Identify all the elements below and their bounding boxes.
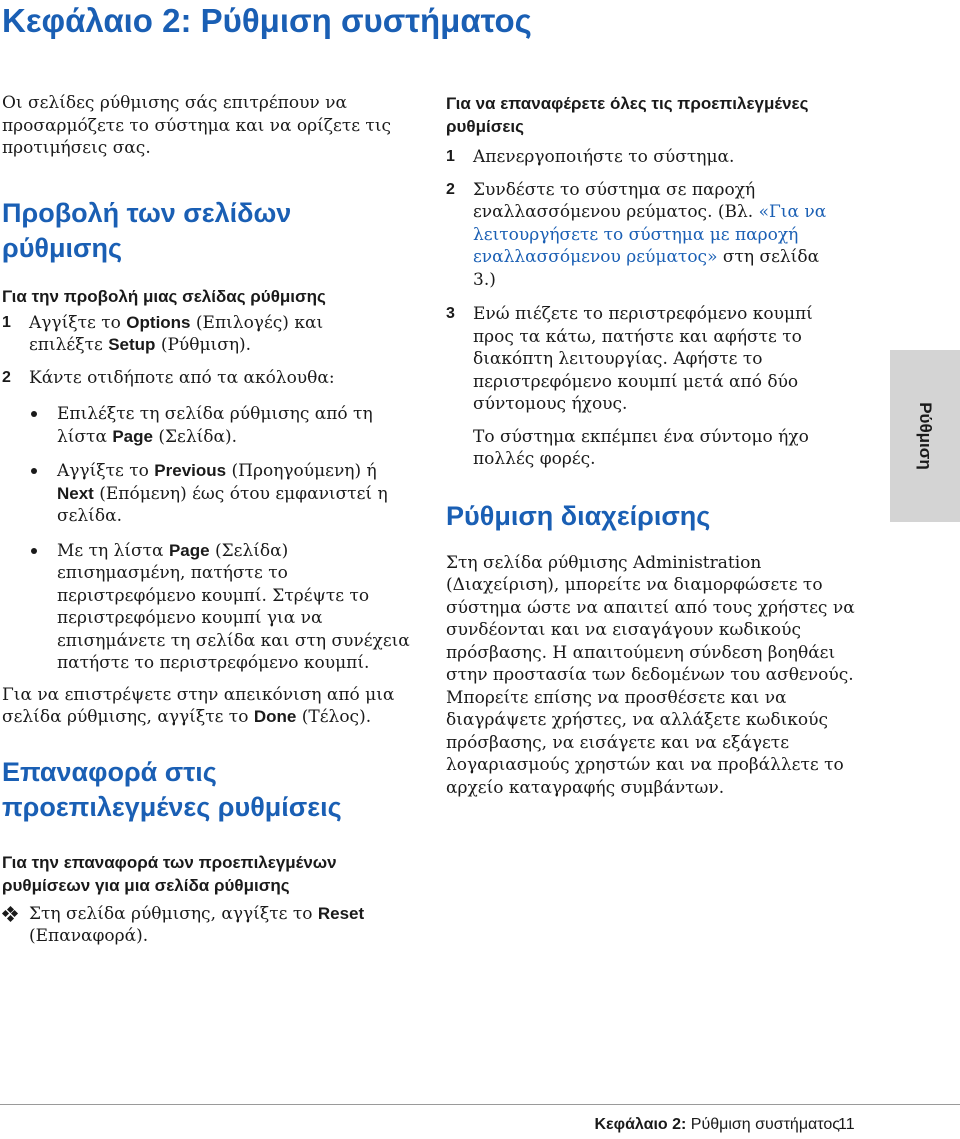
restore-step-1: 1 Απενεργοποιήστε το σύστημα. (446, 147, 735, 167)
reset-step: Στη σελίδα ρύθμισης, αγγίξτε το Reset (Επαναφορά). (2, 903, 402, 948)
right-column (446, 92, 866, 799)
bullet-icon (31, 411, 37, 417)
restore-all-heading: Για να επαναφέρετε όλες τις προεπιλεγμένες ρυθμίσεις (446, 94, 809, 136)
setup-term: Setup (108, 335, 156, 354)
view-step-1: 1 Αγγίξτε το Options (Επιλογές) και επιλέξτε Setup (Ρύθμιση). (2, 312, 324, 355)
bullet-icon (31, 468, 37, 474)
view-step-2: 2 Κάντε οτιδήποτε από τα ακόλουθα: (2, 367, 335, 388)
footer-divider (0, 1104, 960, 1105)
bullet-icon (31, 548, 37, 554)
return-paragraph: Για να επιστρέψετε στην απεικόνιση από μια σελίδα ρύθμισης, αγγίξτε το Done (Τέλος). (2, 684, 395, 727)
footer-chapter: Κεφάλαιο 2: Ρύθμιση συστήματος (594, 1116, 840, 1133)
restore-step-2: 2 Συνδέστε το σύστημα σε παροχή εναλλασσόμενου ρεύματος. (Βλ. «Για να λειτουργήσετε το σύστημα με παροχή εναλλασσόμενου ρεύματος» στη σελίδα 3.) (446, 179, 827, 290)
intro-paragraph: Οι σελίδες ρύθμισης σάς επιτρέπουν να προσαρμόζετε το σύστημα και να ορίζετε τις προτιμήσεις σας. (2, 93, 392, 158)
ac-power-link[interactable]: «Για να λειτουργήσετε το σύστημα με παροχή εναλλασσόμενου ρεύματος» (473, 202, 827, 267)
left-column (2, 92, 410, 948)
view-setup-pages-heading: Προβολή των σελίδων ρύθμισης (2, 197, 292, 263)
restore-step-3: 3 Ενώ πιέζετε το περιστρεφόμενο κουμπί προς τα κάτω, πατήστε και αφήστε το διακόπτη λειτουργίας. Αφήστε το περιστρεφόμενο κουμπί μετά από δύο σύντομους ήχους. (446, 304, 813, 414)
view-bullet-3: Με τη λίστα Page (Σελίδα) επισημασμένη, πατήστε το περιστρεφόμενο κουμπί. Στρέψτε το περιστρεφόμενο κουμπί για να επισημάνετε τη σελίδα και στη συνέχεια πατήστε το περιστρεφόμενο κουμπί. (2, 540, 413, 675)
reset-procedure-heading: Για την επαναφορά των προεπιλεγμένων ρυθμίσεων για μια σελίδα ρύθμισης (2, 852, 337, 895)
view-bullet-2: Αγγίξτε το Previous (Προηγούμενη) ή Next (Επόμενη) έως ότου εμφανιστεί η σελίδα. (2, 460, 397, 528)
page-number: 11 (838, 1116, 855, 1133)
section-side-tab (890, 350, 960, 522)
admin-paragraph: Στη σελίδα ρύθμισης Administration (Διαχείριση), μπορείτε να διαμορφώσετε το σύστημα ώστε να απαιτεί από τους χρήστες να συνδέονται και να εισαγάγουν κωδικούς πρόσβασης. Η απαιτούμενη σύνδεση βοηθάει στην προστασία των δεδομένων του ασθενούς. Μπορείτε επίσης να προσθέσετε και να διαγράψετε χρήστες, να αλλάξετε κωδικούς πρόσβασης, να εισάγετε και να εξάγετε λογαριασμούς χρηστών και να προβάλλετε το αρχείο καταγραφής συμβάντων. (446, 552, 855, 798)
restore-step-3-note: Το σύστημα εκπέμπει ένα σύντομο ήχο πολλές φορές. (473, 426, 809, 469)
reset-defaults-heading: Επαναφορά στις προεπιλεγμένες ρυθμίσεις (2, 756, 342, 822)
side-tab-label: Ρύθμιση (916, 402, 935, 470)
options-term: Options (126, 312, 191, 332)
view-bullet-1: Επιλέξτε τη σελίδα ρύθμισης από τη λίστα Page (Σελίδα). (2, 403, 387, 448)
view-procedure-heading: Για την προβολή μιας σελίδας ρύθμισης (2, 286, 326, 306)
diamond-bullet-icon (3, 907, 17, 921)
chapter-title: Κεφάλαιο 2: Ρύθμιση συστήματος (2, 2, 532, 39)
admin-setup-heading: Ρύθμιση διαχείρισης (446, 500, 711, 531)
